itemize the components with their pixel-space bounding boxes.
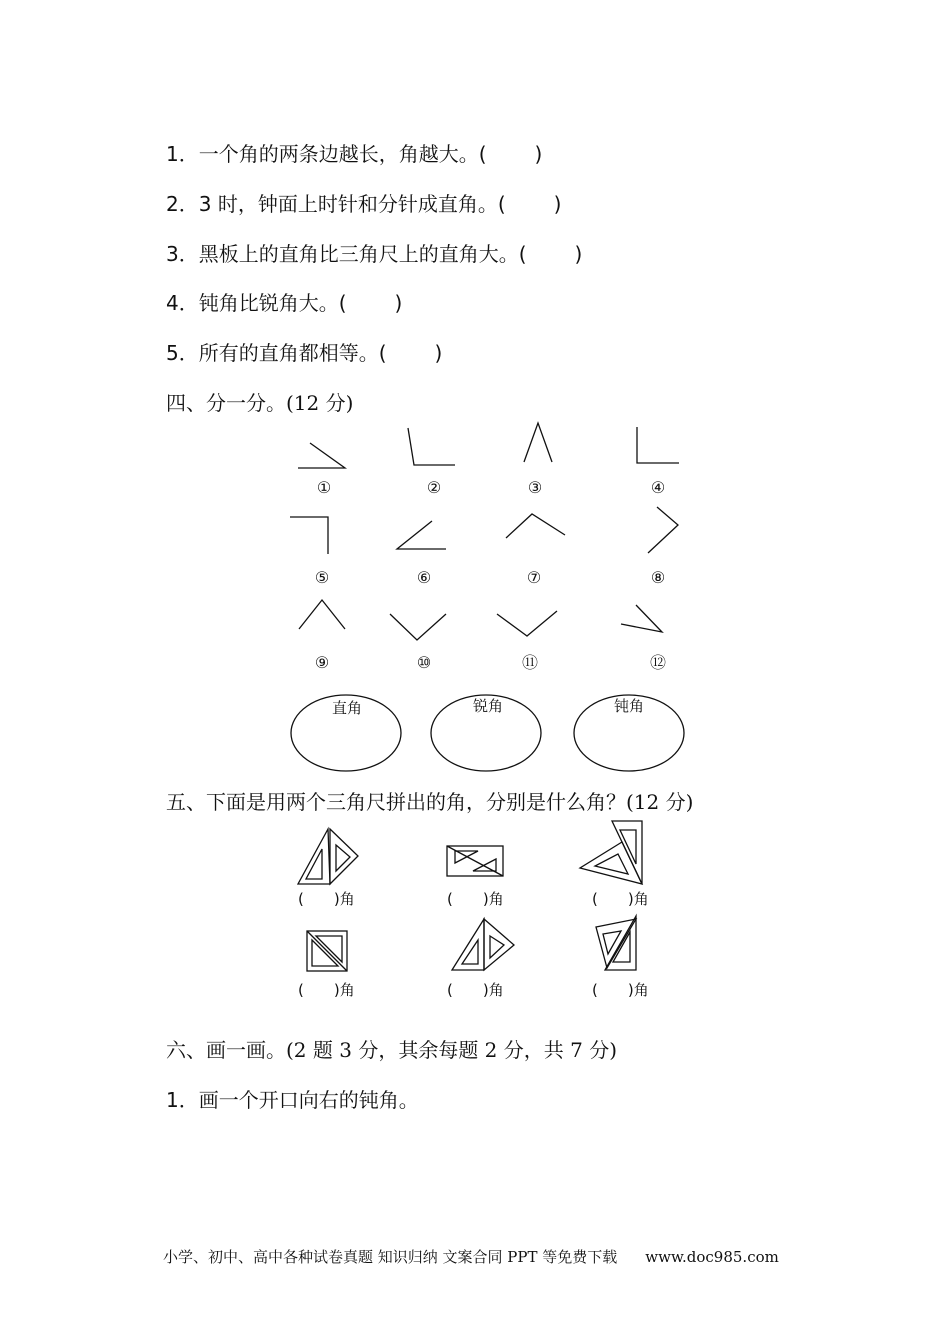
close-paren: ) (574, 242, 583, 266)
angle-label-9: ⑨ (314, 653, 330, 672)
angle-label-11: ⑪ (521, 653, 539, 672)
item-number: 5． (166, 341, 199, 365)
close-paren: ) (534, 142, 543, 166)
set-square-fig-2 (447, 846, 503, 876)
angle-label-7: ⑦ (526, 568, 542, 587)
oval-label-acute: 锐角 (472, 697, 504, 715)
set-square-fig-3 (580, 821, 642, 884)
angle-label-2: ② (426, 478, 442, 497)
item-text: 一个角的两条边越长，角越大。( (198, 142, 487, 166)
section-4-title: 四、分一分。(12 分) (166, 391, 354, 415)
angle-label-4: ④ (650, 478, 666, 497)
answer-blank-6: ( )角 (592, 981, 649, 999)
set-square-fig-1 (298, 829, 358, 884)
set-square-fig-6 (596, 916, 636, 970)
close-paren: ) (553, 192, 562, 216)
section-6-item-1: 1．画一个开口向右的钝角。 (166, 1088, 419, 1112)
footer-text: 小学、初中、高中各种试卷真题 知识归纳 文案合同 PPT 等免费下载 (163, 1248, 618, 1266)
set-square-fig-4 (307, 931, 347, 971)
item-text: 钝角比锐角大。( (198, 291, 347, 315)
angle-label-5: ⑤ (314, 568, 330, 587)
item-number: 2． (166, 192, 199, 216)
answer-blank-3: ( )角 (592, 890, 649, 908)
angle-label-8: ⑧ (650, 568, 666, 587)
answer-blank-5: ( )角 (447, 981, 504, 999)
oval-label-obtuse: 钝角 (613, 697, 645, 715)
angle-label-1: ① (316, 478, 332, 497)
answer-blank-4: ( )角 (298, 981, 355, 999)
item-number: 1． (166, 142, 199, 166)
close-paren: ) (434, 341, 443, 365)
angle-label-12: ⑫ (649, 653, 667, 672)
answer-blank-1: ( )角 (298, 890, 355, 908)
item-text: 黑板上的直角比三角尺上的直角大。( (198, 242, 527, 266)
item-number: 3． (166, 242, 199, 266)
item-number: 4． (166, 291, 199, 315)
footer-site[interactable]: www.doc985.com (645, 1248, 779, 1266)
section-5-title: 五、下面是用两个三角尺拼出的角，分别是什么角？(12 分) (166, 790, 694, 814)
set-square-fig-5 (452, 919, 514, 970)
oval-label-right: 直角 (331, 699, 363, 717)
angle-label-10: ⑩ (416, 653, 432, 672)
item-text: 所有的直角都相等。( (198, 341, 387, 365)
section-6-title: 六、画一画。(2 题 3 分，其余每题 2 分，共 7 分) (166, 1038, 618, 1062)
footer (163, 1246, 779, 1267)
answer-blank-2: ( )角 (447, 890, 504, 908)
close-paren: ) (394, 291, 403, 315)
angle-label-6: ⑥ (416, 568, 432, 587)
item-text: 3 时，钟面上时针和分针成直角。( (198, 192, 506, 216)
angle-label-3: ③ (527, 478, 543, 497)
